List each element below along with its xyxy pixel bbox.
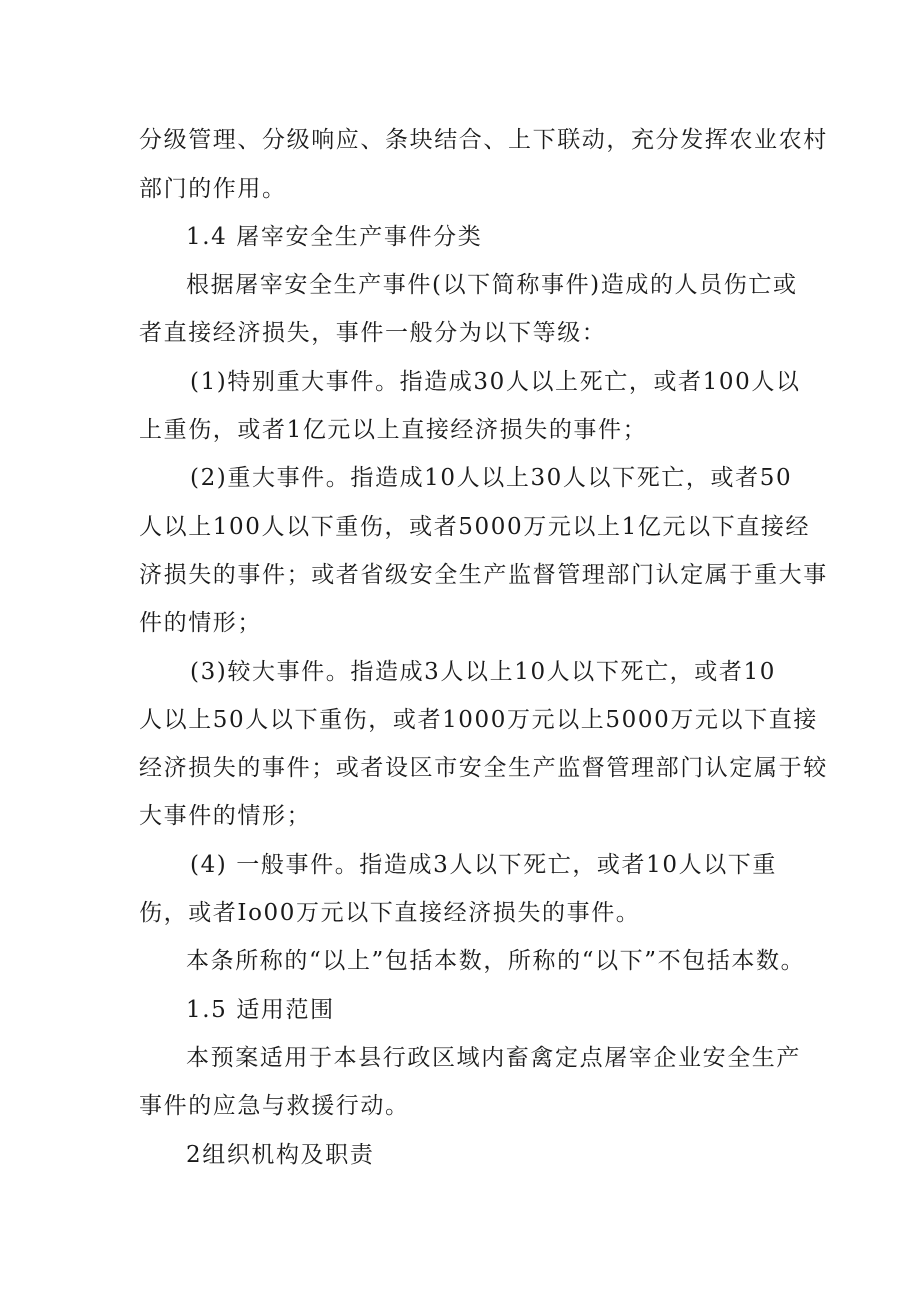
- list-item-3: (3)较大事件。指造成3人以上10人以下死亡，或者10: [190, 659, 776, 685]
- section-heading-2: 2组织机构及职责: [186, 1142, 375, 1168]
- body-text-line: 根据屠宰安全生产事件(以下简称事件)造成的人员伤亡或: [186, 272, 798, 298]
- body-text-line: 大事件的情形；: [139, 803, 312, 829]
- body-text-line: 上重伤，或者1亿元以上直接经济损失的事件；: [139, 417, 648, 443]
- body-text-line: 件的情形；: [139, 610, 262, 636]
- list-item-4: (4) 一般事件。指造成3人以下死亡，或者10人以下重: [190, 852, 777, 878]
- body-text-line: 部门的作用。: [139, 176, 287, 202]
- body-text-line: 人以上50人以下重伤，或者1000万元以上5000万元以下直接: [139, 707, 818, 733]
- body-text-line: 伤，或者Io00万元以下直接经济损失的事件。: [139, 900, 641, 926]
- section-heading-1-4: 1.4 屠宰安全生产事件分类: [186, 224, 483, 250]
- body-text-line: 本预案适用于本县行政区域内畜禽定点屠宰企业安全生产: [186, 1045, 801, 1071]
- section-heading-1-5: 1.5 适用范围: [186, 997, 335, 1023]
- body-text-line: 事件的应急与救援行动。: [139, 1093, 410, 1119]
- body-text-line: 经济损失的事件；或者设区市安全生产监督管理部门认定属于较: [139, 755, 828, 781]
- body-text-line: 者直接经济损失，事件一般分为以下等级：: [139, 320, 607, 346]
- list-item-2: (2)重大事件。指造成10人以上30人以下死亡，或者50: [190, 465, 793, 491]
- body-text-line: 分级管理、分级响应、条块结合、上下联动，充分发挥农业农村: [139, 127, 828, 153]
- list-item-1: (1)特别重大事件。指造成30人以上死亡，或者100人以: [190, 369, 801, 395]
- body-text-line: 济损失的事件；或者省级安全生产监督管理部门认定属于重大事: [139, 562, 828, 588]
- body-text-line: 本条所称的“以上”包括本数，所称的“以下”不包括本数。: [186, 948, 806, 974]
- body-text-line: 人以上100人以下重伤，或者5000万元以上1亿元以下直接经: [139, 514, 811, 540]
